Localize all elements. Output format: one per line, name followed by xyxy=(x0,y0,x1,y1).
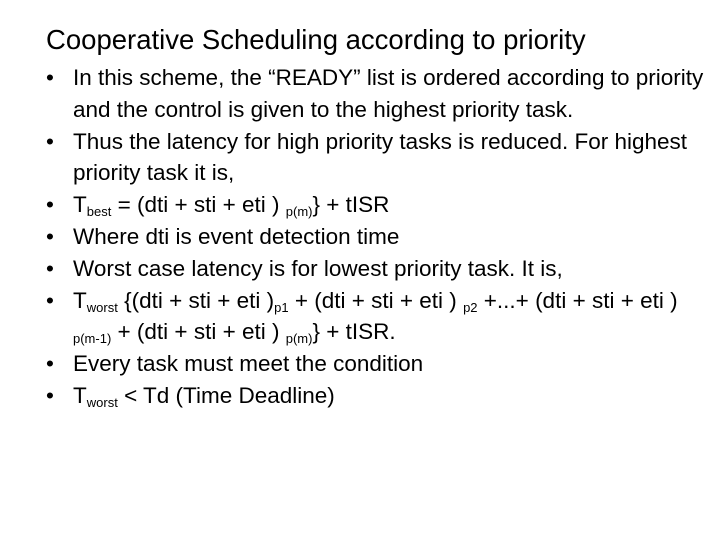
bullet-text: + (dti + sti + eti ) xyxy=(288,287,464,313)
bullet-item xyxy=(46,221,706,253)
bullet-text: < Td (Time Deadline) xyxy=(117,382,335,408)
bullet-dot-icon: • xyxy=(46,192,54,218)
bullet-text: T xyxy=(73,382,87,408)
bullet-list xyxy=(46,62,706,412)
bullet-dot-icon: • xyxy=(46,382,54,408)
bullet-dot-icon: • xyxy=(46,223,54,249)
bullet-item xyxy=(46,348,706,380)
bullet-text: + (dti + sti + eti ) xyxy=(111,319,286,345)
bullet-item xyxy=(46,253,706,285)
subscript-text: worst xyxy=(86,299,118,315)
bullet-text: Where dti is event detection time xyxy=(73,223,400,249)
bullet-dot-icon: • xyxy=(46,255,54,281)
bullet-item xyxy=(46,380,706,412)
bullet-dot-icon: • xyxy=(46,65,54,90)
bullet-text: = (dti + sti + eti ) xyxy=(111,192,286,218)
bullet-dot-icon: • xyxy=(46,128,54,154)
slide-title: Cooperative Scheduling according to priority xyxy=(46,24,586,55)
subscript-text: p2 xyxy=(463,299,478,315)
bullet-text: T xyxy=(73,287,87,313)
bullet-text: Worst case latency is for lowest priority task. It is, xyxy=(73,255,563,281)
subscript-text: p(m) xyxy=(285,331,313,347)
subscript-text: p1 xyxy=(274,299,289,315)
bullet-text: Every task must meet the condition xyxy=(73,351,424,377)
bullet-text: +...+ (dti + sti + eti ) xyxy=(477,287,678,313)
bullet-text: {(dti + sti + eti ) xyxy=(117,287,275,313)
bullet-text: T xyxy=(73,192,87,218)
bullet-text: Thus the latency for high priority tasks is reduced. For highest priority task it is, xyxy=(73,128,688,186)
bullet-item xyxy=(46,189,706,221)
subscript-text: p(m) xyxy=(285,204,313,220)
bullet-item xyxy=(46,126,706,190)
subscript-text: p(m-1) xyxy=(73,331,112,347)
bullet-item xyxy=(46,62,706,126)
subscript-text: best xyxy=(86,204,112,220)
bullet-dot-icon: • xyxy=(46,287,54,313)
subscript-text: worst xyxy=(86,394,118,410)
bullet-text: } + tISR. xyxy=(312,319,396,345)
bullet-text: } + tISR xyxy=(312,192,390,218)
bullet-text: In this scheme, the “READY” list is ordered according to priority and the control is given to the highest priority task. xyxy=(73,65,704,122)
bullet-dot-icon: • xyxy=(46,351,54,377)
bullet-item xyxy=(46,285,706,349)
